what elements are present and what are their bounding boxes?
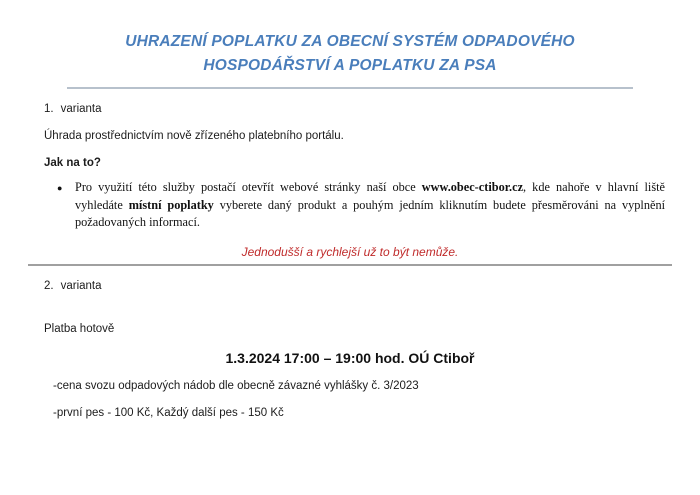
price-note-dogs: -první pes - 100 Kč, Každý další pes - 150 Kč [53,406,284,419]
variant2-number: 2. [44,279,54,292]
variant2-label: varianta [60,279,102,292]
variant2-heading [44,280,700,293]
bullet-icon: ● [57,183,63,193]
how-to-heading: Jak na to? [44,157,101,169]
instruction-text-post: vyberete daný produkt a pouhým jedním kliknutím budete přesměrováni na vyplnění požadovaných informací. [75,197,666,229]
instruction-text [75,179,665,232]
tagline: Jednodušší a rychlejší už to být nemůže. [241,244,459,259]
variant1-label: varianta [60,103,102,115]
website-address: www.obec-ctibor.cz [421,180,524,194]
variant1-intro: Úhrada prostřednictvím nově zřízeného platebního portálu. [44,130,344,142]
payment-method: Platba hotově [44,322,115,335]
menu-item-name: místní poplatky [128,197,214,212]
variant1-heading [44,103,700,116]
instruction-bullet [57,179,665,232]
variant1-number: 1. [44,103,54,115]
price-note-waste: -cena svozu odpadových nádob dle obecně závazné vyhlášky č. 3/2023 [53,379,419,392]
document-title: UHRAZENÍ POPLATKU ZA OBECNÍ SYSTÉM ODPADOVÉHO HOSPODÁŘSTVÍ A POPLATKU ZA PSA [67,0,633,89]
instruction-text-pre: Pro využití této služby postačí otevřít webové stránky naší obce [75,180,422,194]
instruction-text-mid: , kde nahoře v hlavní liště vyhledáte [75,180,665,212]
payment-datetime-location: 1.3.2024 17:00 – 19:00 hod. OÚ Ctiboř [225,349,475,366]
section-divider [28,264,672,266]
